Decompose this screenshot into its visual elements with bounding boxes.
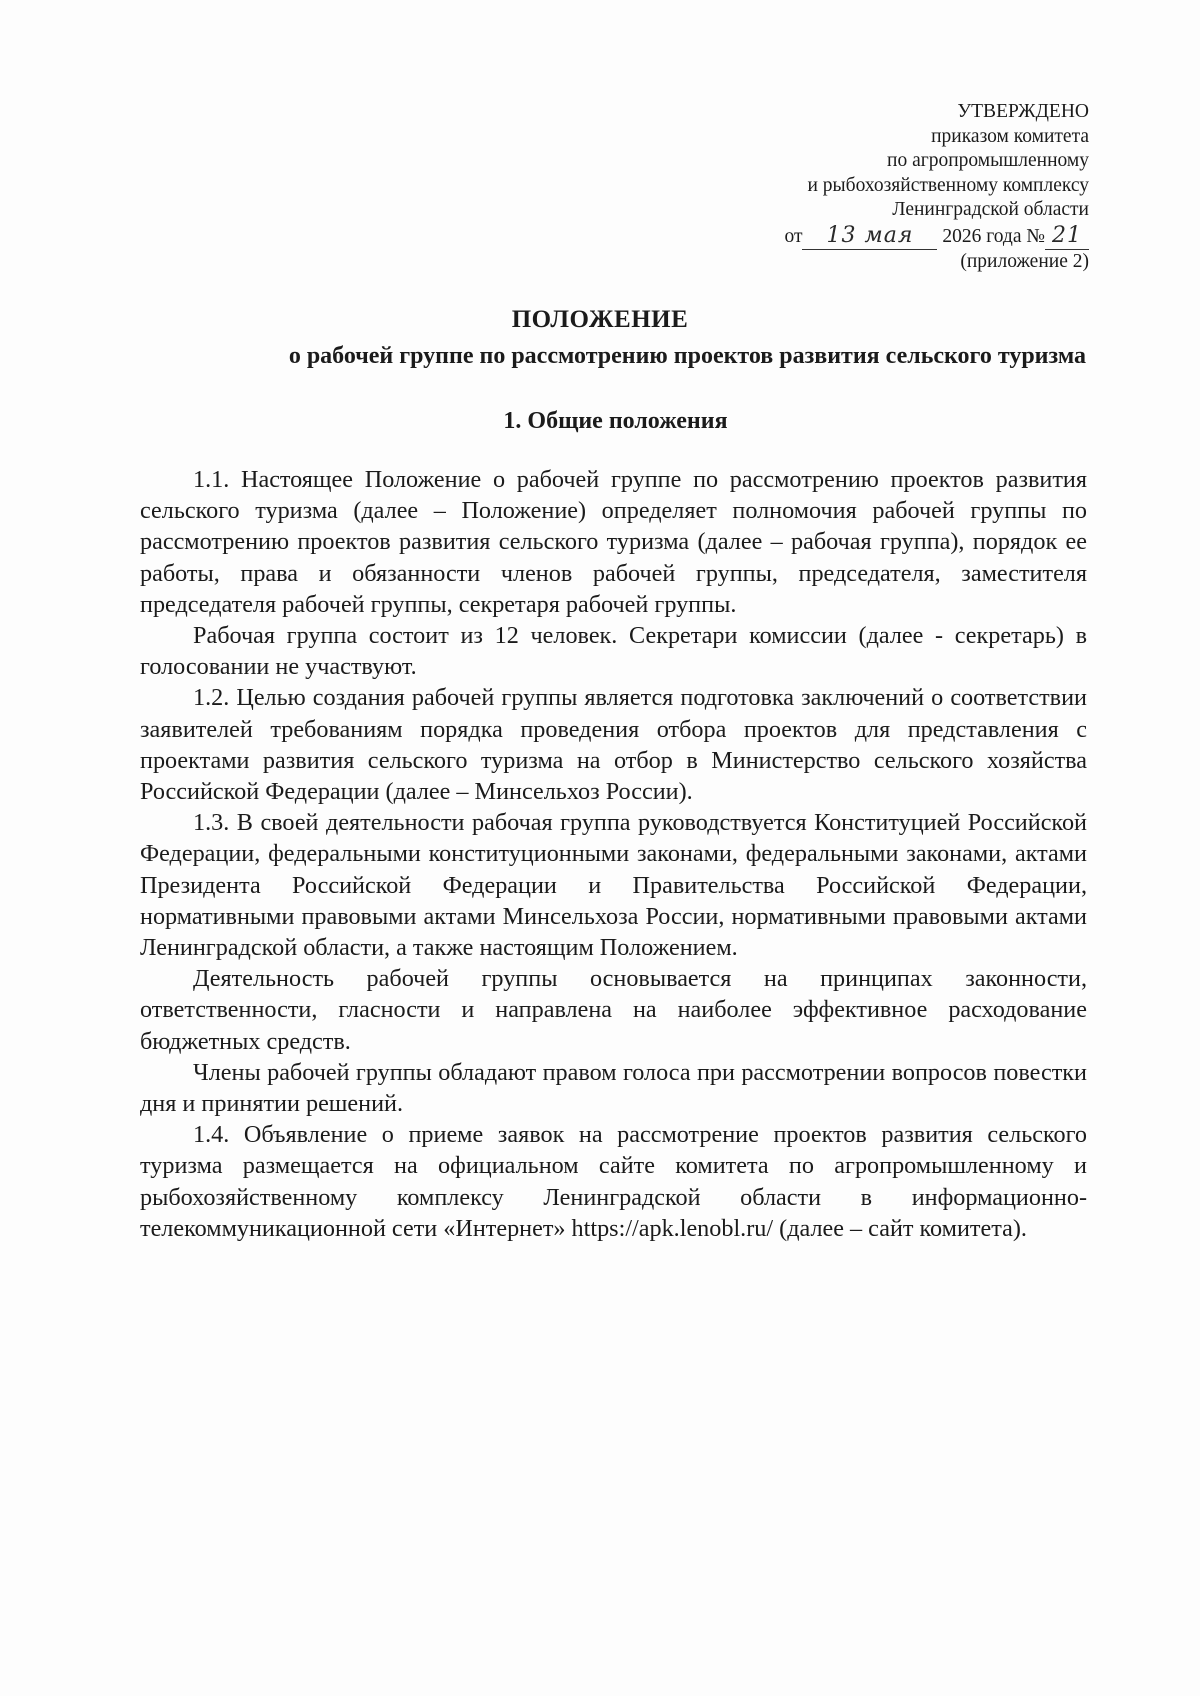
- handwritten-date: 13 мая: [826, 222, 914, 248]
- number-field: [1045, 224, 1089, 251]
- paragraph: 1.1. Настоящее Положение о рабочей группе по рассмотрению проектов развития сельского туризма (далее – Положение) определяет полномочия рабочей группы по рассмотрению проектов развития сельского туризма (далее – рабочая группа), порядок ее работы, права и обязанности членов рабочей группы, председателя, заместителя председателя рабочей группы, секретаря рабочей группы.: [140, 466, 1087, 618]
- approval-date-line: [529, 224, 1089, 251]
- approval-block: [529, 100, 1089, 275]
- paragraph: Рабочая группа состоит из 12 человек. Секретари комиссии (далее - секретарь) в голосовании не участвуют.: [140, 622, 1087, 681]
- document-subtitle: о рабочей группе по рассмотрению проектов развития сельского туризма: [288, 343, 1086, 369]
- paragraph: 1.2. Целью создания рабочей группы является подготовка заключений о соответствии заявителей требованиям порядка проведения отбора проектов для представления с проектами развития сельского туризма на отбор в Министерство сельского хозяйства Российской Федерации (далее – Минсельхоз России).: [140, 684, 1087, 806]
- attachment-note: (приложение 2): [960, 251, 1089, 272]
- approval-heading: УТВЕРЖДЕНО: [957, 101, 1089, 122]
- number-prefix: №: [1026, 225, 1045, 247]
- approval-line: и рыбохозяйственному комплексу: [807, 174, 1089, 196]
- section-title: 1. Общие положения: [503, 408, 728, 434]
- date-field: [802, 224, 937, 251]
- paragraph: 1.3. В своей деятельности рабочая группа руководствуется Конституцией Российской Федерации, федеральными конституционными законами, федеральными законами, актами Президента Российской Федерации и Правительства Российской Федерации, нормативными правовыми актами Минсельхоза России, нормативными правовыми актами Ленинградской области, а также настоящим Положением.: [140, 809, 1087, 962]
- handwritten-number: 21: [1052, 222, 1082, 248]
- date-year: 2026 года: [942, 225, 1022, 247]
- document-title: ПОЛОЖЕНИЕ: [511, 306, 689, 333]
- approval-line: Ленинградской области: [892, 199, 1089, 220]
- date-prefix: от: [784, 225, 803, 247]
- paragraph: 1.4. Объявление о приеме заявок на рассмотрение проектов развития сельского туризма размещается на официальном сайте комитета по агропромышленному и рыбохозяйственному комплексу Ленинградской области в информационно-телекоммуникационной сети «Интернет» https://apk.lenobl.ru/ (далее – сайт комитета).: [140, 1121, 1087, 1242]
- approval-line: по агропромышленному: [887, 150, 1089, 171]
- document-body: [140, 464, 1087, 1244]
- paragraph: Члены рабочей группы обладают правом голоса при рассмотрении вопросов повестки дня и принятии решений.: [140, 1058, 1087, 1118]
- paragraph: Деятельность рабочей группы основывается на принципах законности, ответственности, гласности и направлена на наиболее эффективное расходование бюджетных средств.: [140, 965, 1087, 1055]
- approval-line: приказом комитета: [931, 125, 1089, 147]
